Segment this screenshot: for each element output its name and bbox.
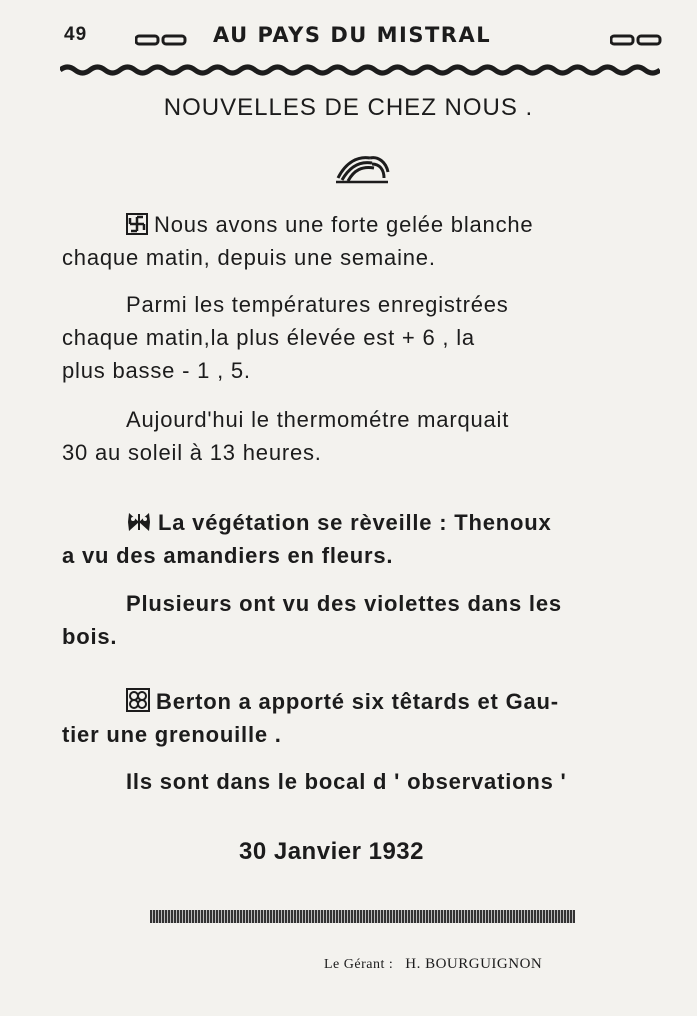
paragraph-line: Parmi les températures enregistrées [126,292,509,317]
paragraph-tadpoles [62,685,660,751]
paragraph-vegetation [62,506,660,572]
decorative-rule [150,910,575,923]
paragraph-temperatures [62,288,660,387]
paragraph-line: tier une grenouille . [62,722,282,747]
paragraph-line: Plusieurs ont vu des violettes dans les [126,591,562,616]
paragraph-violets [62,587,660,653]
knot-ornament-icon [126,688,150,712]
paragraph-line: a vu des amandiers en fleurs. [62,543,394,568]
paragraph-line: chaque matin, depuis une semaine. [62,245,436,270]
swastika-ornament-icon [126,213,148,235]
issue-date: 30 Janvier 1932 [239,838,424,865]
page-number: 49 [64,24,88,45]
section-title: NOUVELLES DE CHEZ NOUS . [163,94,534,121]
paragraph-line: 30 au soleil à 13 heures. [62,440,322,465]
journal-title: AU PAYS DU MISTRAL [213,23,492,47]
page-header [60,22,662,52]
fleuron-icon [334,152,390,184]
butterfly-ornament-icon [126,511,152,533]
signature-name: H. BOURGUIGNON [405,956,543,972]
paragraph-line: La végétation se rèveille : Thenoux [158,510,552,535]
paragraph-line: plus basse - 1 , 5. [62,358,251,383]
paragraph-thermometer [62,403,660,469]
signature-label: Le Gérant : [324,957,394,972]
paragraph-observations [62,765,660,798]
paragraph-line: Nous avons une forte gelée blanche [154,212,534,237]
header-ornament-right-icon [610,34,662,46]
paragraph-line: Berton a apporté six têtards et Gau- [156,689,559,714]
wavy-rule [60,62,660,78]
header-ornament-left-icon [135,34,187,46]
paragraph-line: bois. [62,624,118,649]
paragraph-frost [62,208,660,274]
paragraph-line: chaque matin,la plus élevée est + 6 , la [62,325,475,350]
paragraph-line: Aujourd'hui le thermométre marquait [126,407,510,432]
paragraph-line: Ils sont dans le bocal d ' observations ' [126,769,567,794]
signature [324,956,542,973]
